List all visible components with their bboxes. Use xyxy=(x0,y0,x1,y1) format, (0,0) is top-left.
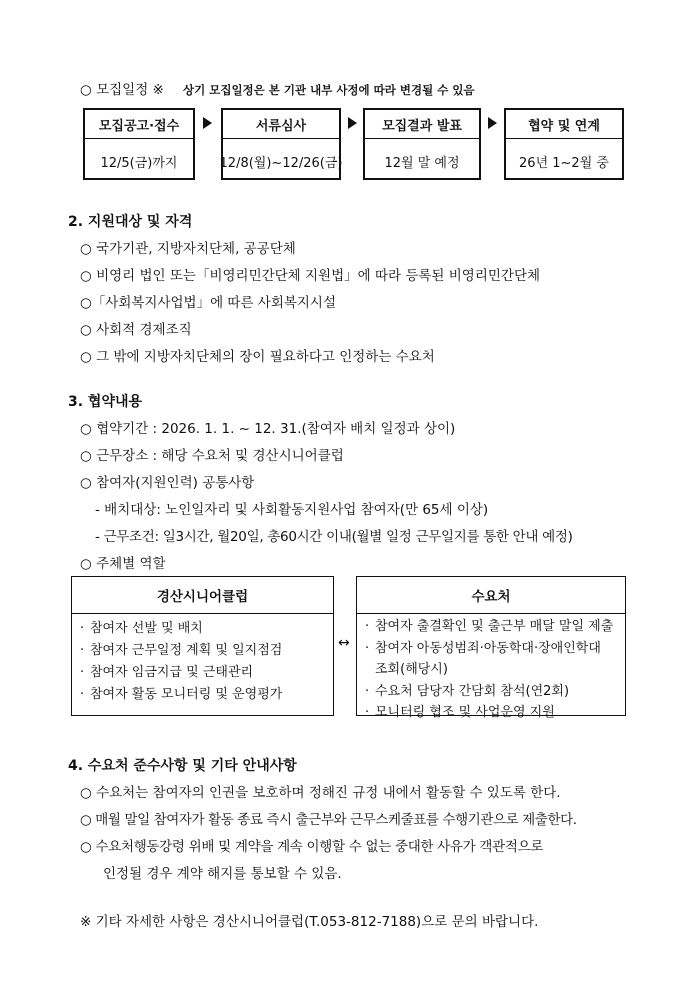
step-review-date: 12/8(월)~12/26(금) xyxy=(219,155,343,171)
list-item: ○ 수요처는 참여자의 인권을 보호하며 정해진 규정 내에서 활동할 수 있도록 한다. xyxy=(80,785,561,801)
list-item-continued: 인정될 경우 계약 해지를 통보할 수 있음. xyxy=(103,866,342,882)
role-box-club xyxy=(71,576,334,716)
list-item: ○ 매월 말일 참여자가 활동 종료 즉시 출근부와 근무스케줄표를 수행기관으로 제출한다. xyxy=(80,812,577,828)
step-result-title: 모집결과 발표 xyxy=(365,110,479,139)
step-agreement-title: 협약 및 연계 xyxy=(506,110,622,139)
placement-target: - 배치대상: 노인일자리 및 사회활동지원사업 참여자(만 65세 이상) xyxy=(95,502,489,518)
list-item: · 모니터링 협조 및 사업운영 지원 xyxy=(365,705,555,720)
work-condition: - 근무조건: 일3시간, 월20일, 총60시간 이내(월별 일정 근무일지를 통한 안내 예정) xyxy=(95,529,573,545)
step-review xyxy=(221,108,341,180)
roles-label: ○ 주체별 역할 xyxy=(80,556,166,572)
step-recruit xyxy=(83,108,195,180)
list-item: ○「사회복지사업법」에 따른 사회복지시설 xyxy=(80,295,337,311)
step-result-date: 12월 말 예정 xyxy=(384,155,460,171)
list-item: ○ 수요처행동강령 위배 및 계약을 계속 이행할 수 없는 중대한 사유가 객관적으로 xyxy=(80,839,544,855)
section2-heading: 2. 지원대상 및 자격 xyxy=(68,214,193,230)
section3-heading: 3. 협약내용 xyxy=(68,394,143,410)
role-client-title: 수요처 xyxy=(357,577,625,614)
list-item: · 참여자 아동성범죄·아동학대·장애인학대 xyxy=(365,640,601,656)
step-agreement-date: 26년 1~2월 중 xyxy=(519,155,609,171)
arrow-right-icon xyxy=(348,117,357,129)
step-agreement xyxy=(504,108,624,180)
list-item: · 참여자 근무일정 계획 및 일지점검 xyxy=(80,643,283,658)
schedule-note: 상기 모집일정은 본 기관 내부 사정에 따라 변경될 수 있음 xyxy=(183,83,475,97)
list-item: ○ 사회적 경제조직 xyxy=(80,322,192,338)
schedule-label: ○ 모집일정 ※ xyxy=(80,82,164,98)
step-recruit-date: 12/5(금)까지 xyxy=(100,155,178,171)
list-item: · 참여자 임금지급 및 근태관리 xyxy=(80,665,254,680)
list-item: ○ 국가기관, 지방자치단체, 공공단체 xyxy=(80,241,296,257)
arrow-right-icon xyxy=(488,117,497,129)
role-box-client xyxy=(356,576,626,720)
role-club-title: 경산시니어클럽 xyxy=(72,577,333,614)
section4-heading: 4. 수요처 준수사항 및 기타 안내사항 xyxy=(68,758,297,774)
step-review-title: 서류심사 xyxy=(223,110,339,139)
role-club-list xyxy=(72,614,333,706)
arrow-right-icon xyxy=(203,117,212,129)
list-item: · 수요처 담당자 간담회 참석(연2회) xyxy=(365,683,570,699)
list-item: · 참여자 출결확인 및 출근부 매달 말일 제출 xyxy=(365,619,614,634)
work-place: ○ 근무장소 : 해당 수요처 및 경산시니어클럽 xyxy=(80,448,344,464)
footer-note: ※ 기타 자세한 사항은 경산시니어클럽(T.053-812-7188)으로 문의 바랍니다. xyxy=(80,914,539,930)
list-item: ○ 그 밖에 지방자치단체의 장이 필요하다고 인정하는 수요처 xyxy=(80,349,435,365)
list-item: ○ 비영리 법인 또는「비영리민간단체 지원법」에 따라 등록된 비영리민간단체 xyxy=(80,268,541,284)
bidirectional-arrow-icon: ↔ xyxy=(338,635,350,651)
list-item: · 참여자 선발 및 배치 xyxy=(80,621,203,636)
list-item: 조회(해당시) xyxy=(375,662,448,677)
step-result xyxy=(363,108,481,180)
role-client-list xyxy=(357,614,625,724)
step-recruit-title: 모집공고·접수 xyxy=(85,110,193,139)
agreement-period: ○ 협약기간 : 2026. 1. 1. ~ 12. 31.(참여자 배치 일정과 상이) xyxy=(80,421,456,437)
list-item: · 참여자 활동 모니터링 및 운영평가 xyxy=(80,687,283,702)
participant-common: ○ 참여자(지원인력) 공통사항 xyxy=(80,475,255,491)
